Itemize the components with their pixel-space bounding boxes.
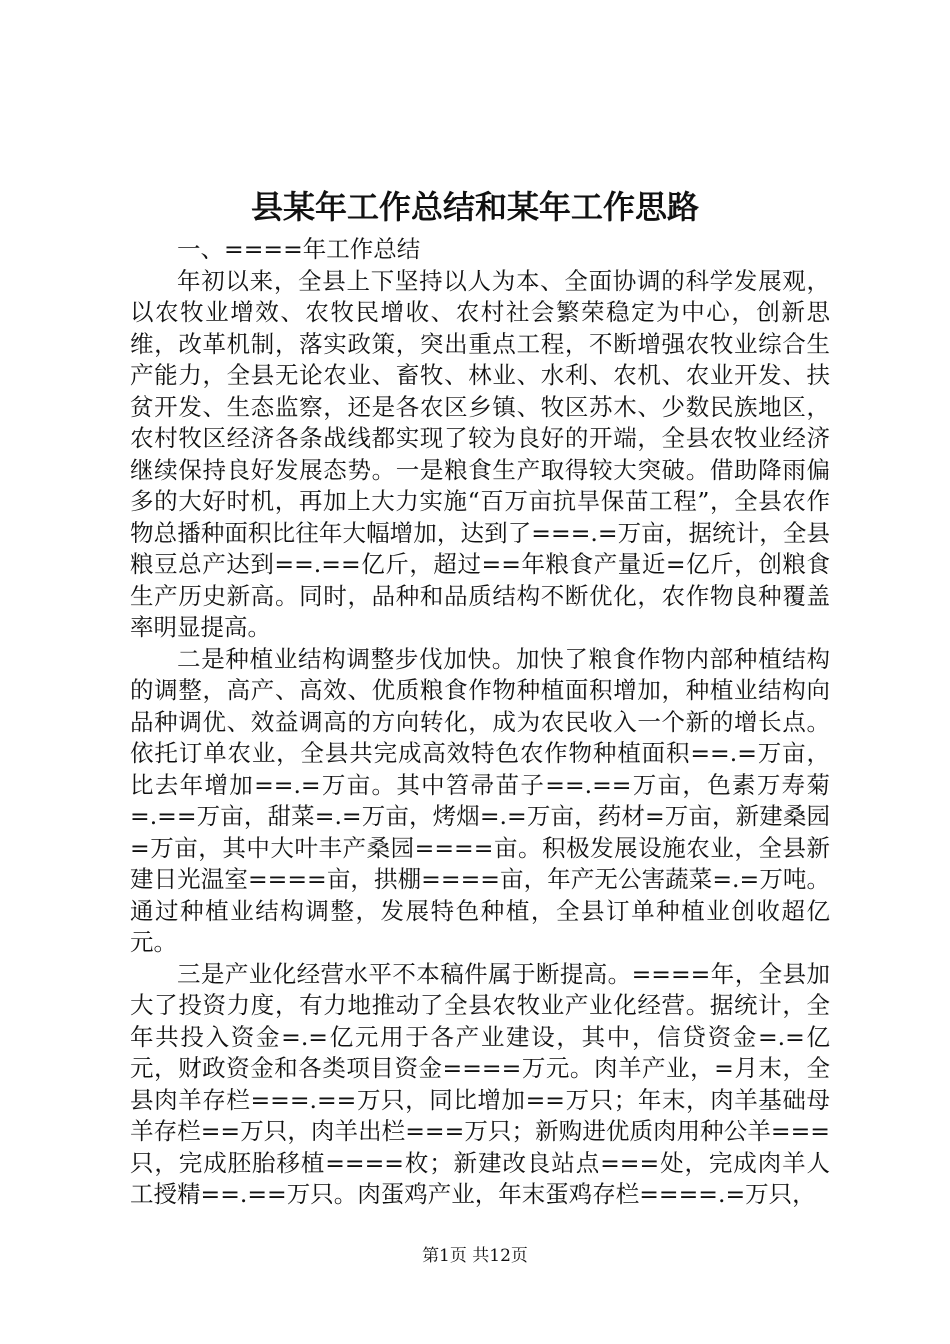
- document-body: [130, 234, 830, 1211]
- paragraph: 年初以来，全县上下坚持以人为本、全面协调的科学发展观，以农牧业增效、农牧民增收、农村社会繁荣稳定为中心，创新思维，改革机制，落实政策，突出重点工程，不断增强农牧业综合生产能力，全县无论农业、畜牧、林业、水利、农机、农业开发、扶贫开发、生态监察，还是各农区乡镇、牧区苏木、少数民族地区，农村牧区经济各条战线都实现了较为良好的开端，全县农牧业经济继续保持良好发展态势。一是粮食生产取得较大突破。借助降雨偏多的大好时机，再加上大力实施“百万亩抗旱保苗工程”，全县农作物总播种面积比往年大幅增加，达到了===.=万亩，据统计，全县粮豆总产达到==.==亿斤，超过==年粮食产量近=亿斤，创粮食生产历史新高。同时，品种和品质结构不断优化，农作物良种覆盖率明显提高。: [130, 266, 830, 641]
- section-heading: 一、====年工作总结: [177, 235, 421, 263]
- document-title: 县某年工作总结和某年工作思路: [250, 188, 699, 226]
- paragraph: 三是产业化经营水平不本稿件属于断提高。====年，全县加大了投资力度，有力地推动了全县农牧业产业化经营。据统计，全年共投入资金=.=亿元用于各产业建设，其中，信贷资金=.=亿元，财政资金和各类项目资金====万元。肉羊产业，=月末，全县肉羊存栏===.==万只，同比增加==万只；年末，肉羊基础母羊存栏==万只，肉羊出栏===万只；新购进优质肉用种公羊===只，完成胚胎移植====枚；新建改良站点===处，完成肉羊人工授精==.==万只。肉蛋鸡产业，年末蛋鸡存栏====.=万只，: [130, 959, 830, 1208]
- paragraph: 二是种植业结构调整步伐加快。加快了粮食作物内部种植结构的调整，高产、高效、优质粮食作物种植面积增加，种植业结构向品种调优、效益调高的方向转化，成为农民收入一个新的增长点。依托订单农业，全县共完成高效特色农作物种植面积==.=万亩，比去年增加==.=万亩。其中笤帚苗子==.==万亩，色素万寿菊=.==万亩，甜菜=.=万亩，烤烟=.=万亩，药材=万亩，新建桑园=万亩，其中大叶丰产桑园====亩。积极发展设施农业，全县新建日光温室====亩，拱棚====亩，年产无公害蔬菜=.=万吨。通过种植业结构调整，发展特色种植，全县订单种植业创收超亿元。: [130, 644, 830, 956]
- page-number-footer: 第1页 共12页: [422, 1246, 528, 1266]
